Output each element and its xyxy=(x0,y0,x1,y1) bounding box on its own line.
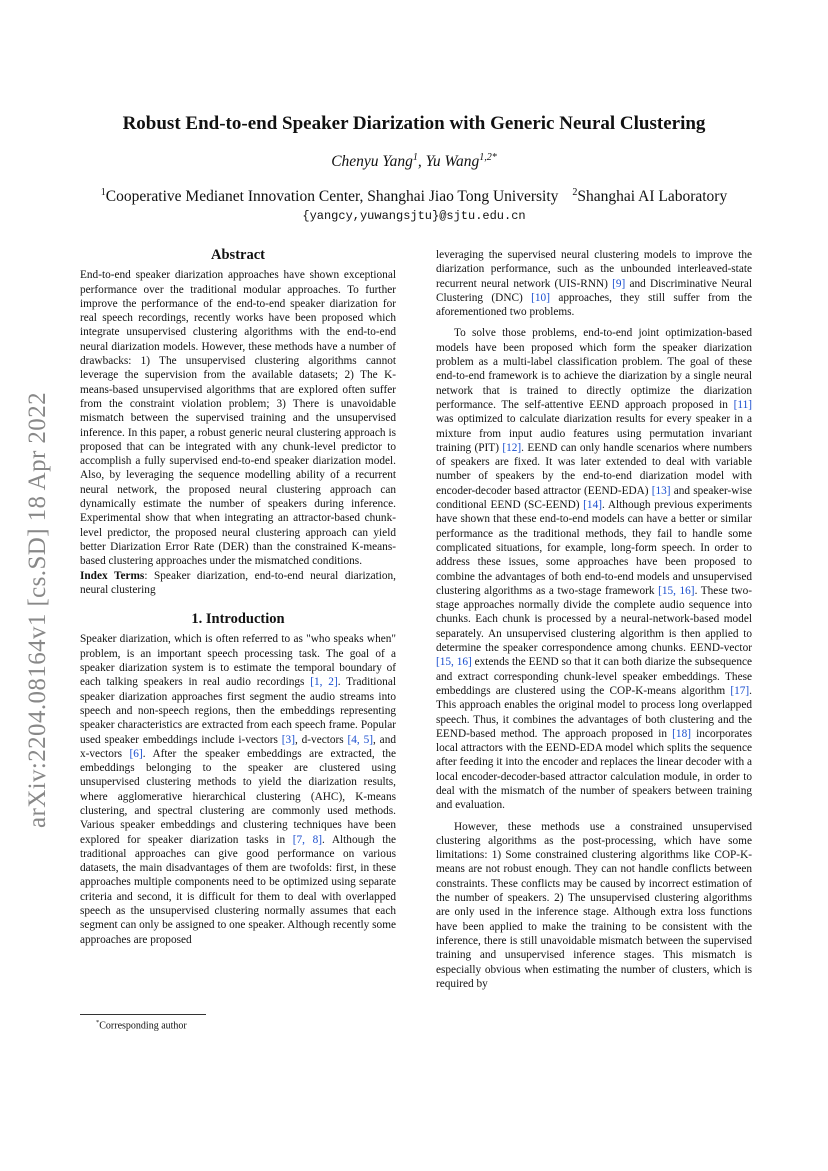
section-heading-introduction: 1. Introduction xyxy=(191,611,285,628)
paper-title: Robust End-to-end Speaker Diarization with Generic Neural Clustering xyxy=(122,113,706,134)
intro-paragraph: leveraging the supervised neural clustering models to improve the diarization performance, such as the unbounded interleaved-state recurrent neural network (UIS-RNN) [9] and Discriminative Neural Clustering (DNC) [10] approaches, they still suffer from the aforementioned two problems. xyxy=(436,249,752,319)
citation-link[interactable]: [7, 8] xyxy=(292,833,323,846)
affiliation-mark: 2 xyxy=(572,187,578,198)
abstract-heading: Abstract xyxy=(211,247,265,263)
citation-link[interactable]: [3] xyxy=(281,733,295,746)
arxiv-stamp-text: arXiv:2204.08164v1 [cs.SD] 18 Apr 2022 xyxy=(24,391,52,829)
author-name: Yu Wang xyxy=(425,153,480,171)
right-column xyxy=(436,248,752,991)
affiliation: Cooperative Medianet Innovation Center, Shanghai Jiao Tong University xyxy=(105,188,559,206)
citation-link[interactable]: [11] xyxy=(733,398,752,411)
footnote-text: Corresponding author xyxy=(99,1020,187,1032)
author-line: Chenyu Yang$^1$, Yu Wang$^{1,2*}$ xyxy=(331,152,497,171)
citation-link[interactable]: [9] xyxy=(612,277,626,290)
intro-paragraph: To solve those problems, end-to-end joint optimization-based models have been proposed which form the speaker diarization problem as a multi-label classification problem. The goal of these end-to-end framework is to achieve the diarization by a single neural network that is trained to directly optimize the diarization performance. The self-attentive EEND approach proposed in [11] was optimized to calculate diarization results for every speaker in a mixture from input audio features using permutation invariant training (PIT) [12]. EEND can only handle scenarios where numbers of speakers are fixed. It was later extended to deal with variable number of speakers by the end-to-end diarization model with encoder-decoder based attractor (EEND-EDA) [13] and speaker-wise conditional EEND (SC-EEND) [14]. Although previous experiments have shown that these end-to-end models can have a better or similar performance as the traditional methods, they fail to handle some complicated situations, for example, long-form speech. In order to address these issues, some approaches have been proposed to combine the advantages of both end-to-end models and unsupervised clustering algorithms as a two-stage framework [15, 16]. These two-stage approaches normally divide the complete audio sequence into chunks. Each chunk is processed by a neural-network-based model separately. An unsupervised clustering algorithm is then applied to determine the speaker correspondence among chunks. EEND-vector [15, 16] extends the EEND so that it can both diarize the subsequence and extract corresponding chunk-level speaker embeddings. These embeddings are clustered using the COP-K-means algorithm [17]. This approach enables the original model to process long overlapped speech. Thus, it combines the advantages of both clustering and the EEND-based method. The approach proposed in [18] incorporates local attractors with the EEND-EDA model which splits the sequence after feeding it into the encoder and replaces the linear decoder with a local encoder-decoder-based attractor calculation module, in order to deal with the mismatch of the number of speakers between training and evaluation. xyxy=(436,327,752,812)
intro-paragraph: However, these methods use a constrained unsupervised clustering algorithms as the post-processing, which have some limitations: 1) Some constrained clustering algorithms like COP-K-means are not robust enough. They can not handle conflicts between constraints. These conflicts may be caused by incorrect estimation of the number of speakers. 2) The unsupervised clustering algorithms are only used in the inference stage. Although extra loss functions have been applied to make the training to be consistent with the inference, there is still unavoidable mismatch between the supervised training and unsupervised inference stages. This mismatch is especially obvious when estimating the number of clusters, which is required by xyxy=(436,820,752,990)
author-affiliation-mark: 1,2* xyxy=(479,152,497,163)
index-terms-text: : Speaker diarization, end-to-end neural diarization, neural clustering xyxy=(80,569,397,596)
citation-link[interactable]: [1, 2] xyxy=(310,676,338,689)
citation-link[interactable]: [15, 16] xyxy=(436,656,472,669)
affiliation-line xyxy=(0,187,828,206)
citation-link[interactable]: [6] xyxy=(129,747,143,760)
affiliation: Shanghai AI Laboratory xyxy=(577,188,728,206)
citation-link[interactable]: [10] xyxy=(531,291,550,304)
author-email[interactable]: {yangcy,yuwangsjtu}@sjtu.edu.cn xyxy=(302,209,526,223)
abstract-text: End-to-end speaker diarization approaches have shown exceptional performance over the traditional modular approaches. To further improve the performance of the end-to-end speaker diarization for real speech recordings, recently works have been proposed which integrate unsupervised clustering algorithms with the end-to-end neural diarization models. However, these methods have a number of drawbacks: 1) The unsupervised clustering algorithms cannot leverage the supervision from the available datasets; 2) The K-means-based unsupervised algorithms that are explored often suffer from the constraint violation problem; 3) There is unavoidable mismatch between the supervised training and the unsupervised inference. In this paper, a robust generic neural clustering approach is proposed that can be integrated with any chunk-level predictor to accomplish a fully supervised end-to-end speaker diarization model. Also, by leveraging the sequence modelling ability of a recurrent neural network, the proposed neural clustering approach can dynamically estimate the number of speakers during inference. Experimental show that when integrating an attractor-based chunk-level predictor, the proposed neural clustering approach can yield better Diarization Error Rate (DER) than the constrained K-means-based clustering approaches under the mismatched conditions. xyxy=(80,269,396,568)
left-column xyxy=(80,248,396,947)
affiliation-mark: 1 xyxy=(100,187,106,198)
index-terms xyxy=(80,569,396,598)
footnote xyxy=(96,1019,187,1031)
author-name: Chenyu Yang xyxy=(331,153,413,171)
arxiv-stamp xyxy=(18,360,58,860)
index-terms-label: Index Terms xyxy=(80,569,145,582)
author-affiliation-mark: 1 xyxy=(412,152,418,163)
citation-link[interactable]: [15, 16] xyxy=(658,584,695,597)
citation-link[interactable]: [13] xyxy=(651,484,671,497)
citation-link[interactable]: [12] xyxy=(502,441,522,454)
citation-link[interactable]: [14] xyxy=(583,499,602,512)
footnote-mark: * xyxy=(96,1019,100,1026)
footnote-divider xyxy=(80,1014,206,1015)
citation-link[interactable]: [18] xyxy=(672,727,691,740)
citation-link[interactable]: [17] xyxy=(730,684,750,697)
citation-link[interactable]: [4, 5] xyxy=(347,733,374,746)
intro-paragraph: Speaker diarization, which is often referred to as "who speaks when" problem, is an important speech processing task. The goal of a speaker diarization system is to estimate the temporal boundary of each talking speakers in real audio recordings [1, 2]. Traditional speaker diarization approaches first segment the audio streams into speech and non-speech regions, then the embeddings representing speaker characteristics are extracted from each speech frame. Popular used speaker embeddings include i-vectors [3], d-vectors [4, 5], and x-vectors [6]. After the speaker embeddings are extracted, the embeddings belonging to the speaker are clustered using unsupervised clustering methods to yield the diarization results, where agglomerative hierarchical clustering (AHC), K-means clustering, and spectral clustering are commonly used methods. Various speaker embeddings and clustering techniques have been explored for speaker diarization tasks in [7, 8]. Although the traditional approaches can give good performance on various datasets, the main disadvantages of them are twofolds: first, in these approaches multiple components need to be optimized using separate criteria and second, it is difficult for them to deal with overlapped speech as the unsupervised clustering normally assumes that each segment can only be assigned to one speaker. Although recently some approaches are proposed xyxy=(80,633,396,946)
